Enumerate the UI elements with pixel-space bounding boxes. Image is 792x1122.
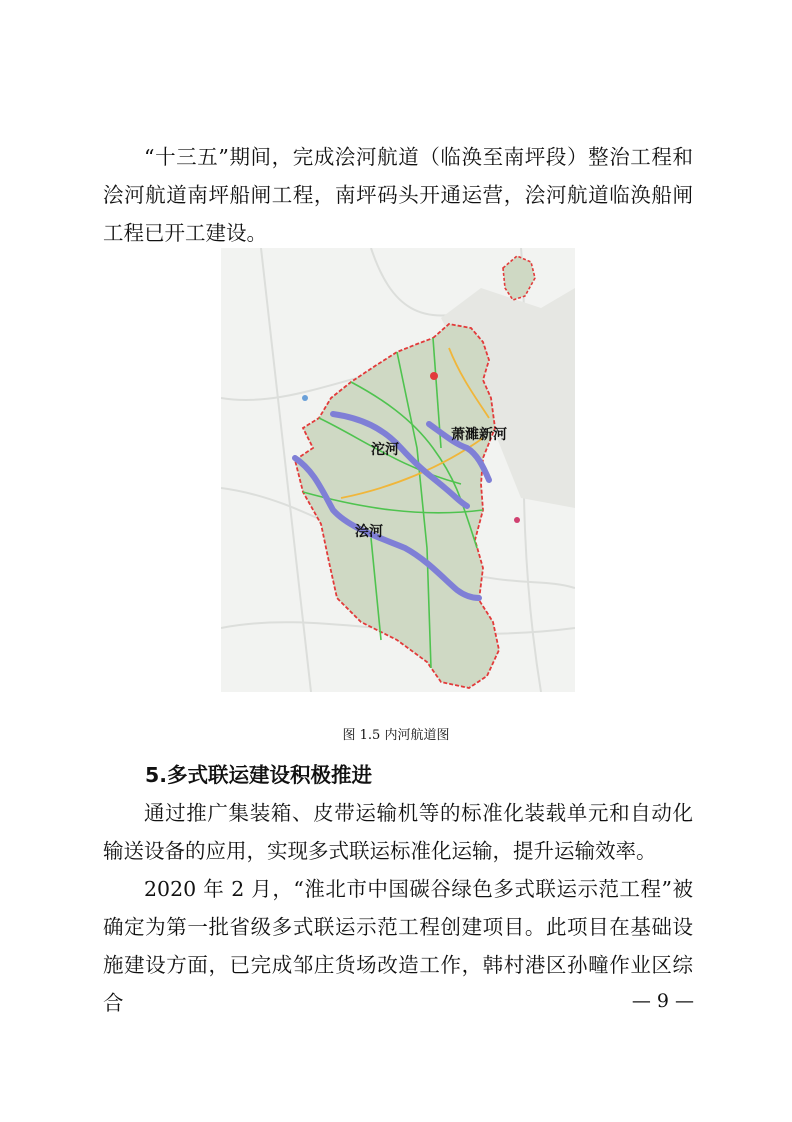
- city-marker: [430, 372, 438, 380]
- paragraph-huihe-project: “十三五”期间，完成浍河航道（临涣至南坪段）整治工程和浍河航道南坪船闸工程，南坪码头开通运营，浍河航道临涣船闸工程已开工建设。: [103, 145, 693, 245]
- paragraph-demonstration-project: 2020 年 2 月，“淮北市中国碳谷绿色多式联运示范工程”被确定为第一批省级多式联运示范工程创建项目。此项目在基础设施建设方面，已完成邹庄货场改造工作，韩村港区孙疃作业区综合: [103, 877, 693, 1015]
- tuohe-label: 沱河: [371, 442, 399, 458]
- figure-caption: 图 1.5 内河航道图: [342, 728, 450, 743]
- town-marker: [302, 395, 308, 401]
- inland-waterway-map: [221, 248, 575, 692]
- paragraph-standardization: 通过推广集装箱、皮带运输机等的标准化装载单元和自动化输送设备的应用，实现多式联运标准化运输，提升运输效率。: [103, 801, 693, 863]
- town-marker: [514, 517, 520, 523]
- huihe-label: 浍河: [355, 524, 383, 540]
- xiaosui-label: 萧濉新河: [451, 427, 507, 443]
- section-heading: 5.多式联运建设积极推进: [145, 763, 373, 787]
- page-number: — 9 —: [631, 990, 694, 1012]
